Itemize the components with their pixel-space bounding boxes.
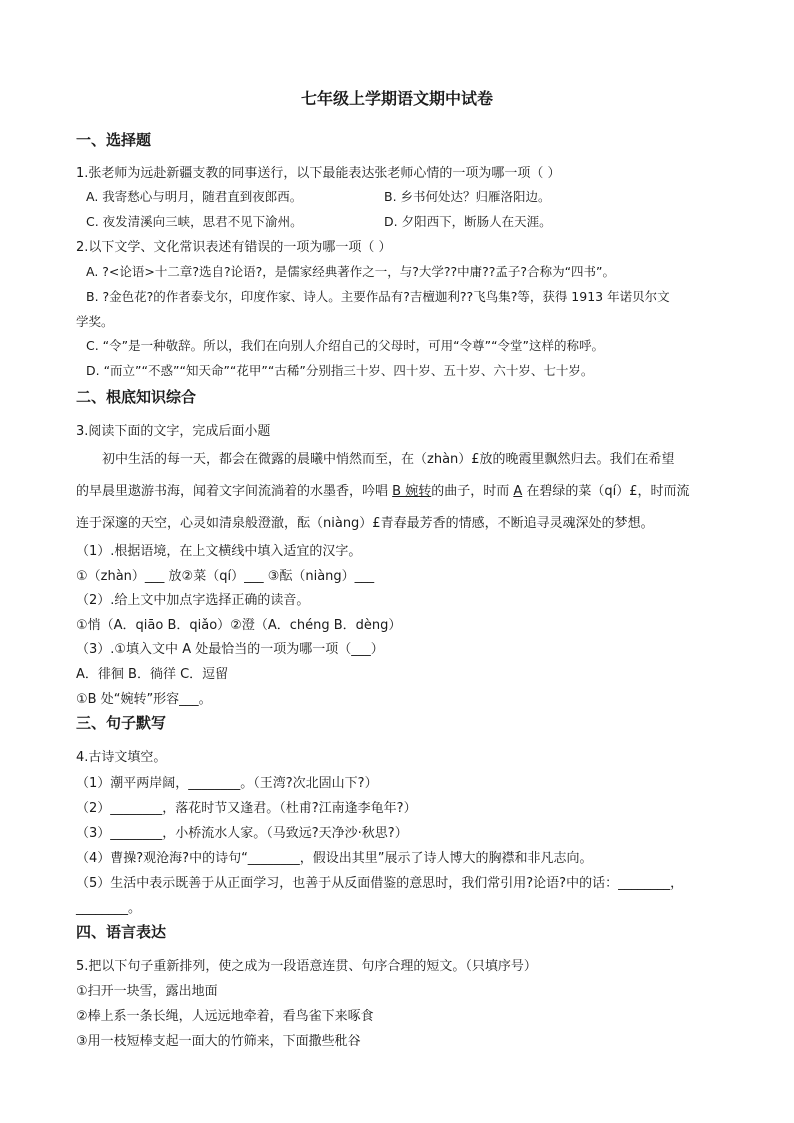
question-2-option-a: A. ?<论语>十二章?选自?论语?，是儒家经典著作之一，与?大学??中庸??孟子?合称为“四书”。 — [86, 264, 616, 279]
subquestion-2-options: ①悄（A．qiāo B．qiǎo）②澄（A．chéng B．dèng） — [76, 618, 402, 633]
passage-line-2-part-c: 的曲子，时而 — [431, 484, 514, 499]
section-heading-1: 一、选择题 — [76, 131, 152, 149]
section-heading-2: 二、根底知识综合 — [76, 388, 197, 406]
question-2-option-c: C. “令”是一种敬辞。所以，我们在向别人介绍自己的父母时，可用“令尊”“令堂”这样的称呼。 — [86, 338, 605, 353]
question-3-stem: 3.阅读下面的文字，完成后面小题 — [76, 424, 271, 439]
passage-line-2 — [76, 480, 724, 499]
passage-blank-a: A — [513, 484, 523, 499]
passage-line-2-part-a: 的早晨里遨游书海，闻着文字间流淌着的水墨香，吟唱 — [76, 484, 393, 499]
question-2-option-b: B. ?金色花?的作者泰戈尔，印度作家、诗人。主要作品有?吉檀迦利??飞鸟集?等，获得 1913 年诺贝尔文 — [86, 289, 670, 304]
question-4-line-3: （3）________，小桥流水人家。（马致远?天净沙·秋思?） — [76, 826, 408, 841]
subquestion-2: （2）.给上文中加点字选择正确的读音。 — [76, 593, 310, 608]
subquestion-3-b: ①B 处“婉转”形容___。 — [76, 692, 212, 707]
subquestion-3: （3）.①填入文中 A 处最恰当的一项为哪一项（___） — [76, 642, 384, 657]
question-4-line-1: （1）潮平两岸阔，________。（王湾?次北固山下?） — [76, 776, 378, 791]
passage-line-1: 初中生活的每一天，都会在微露的晨曦中悄然而至，在（zhàn）£放的晚霞里飘然归去。我们在希望 — [102, 452, 675, 467]
question-2-option-b-cont: 学奖。 — [76, 314, 114, 329]
question-1-stem: 1.张老师为远赴新疆支教的同事送行，以下最能表达张老师心情的一项为哪一项（ ） — [76, 166, 561, 181]
question-4-line-2: （2）________，落花时节又逢君。（杜甫?江南逢李龟年?） — [76, 801, 417, 816]
question-1-option-c: C. 夜发清溪向三峡，思君不见下渝州。 — [86, 214, 303, 229]
question-5-stem: 5.把以下句子重新排列，使之成为一段语意连贯、句序合理的短文。（只填序号） — [76, 959, 537, 974]
question-2-stem: 2.以下文学、文化常识表述有错误的一项为哪一项（ ） — [76, 240, 392, 255]
question-5-item-2: ②棒上系一条长绳，人远远地牵着，看鸟雀下来啄食 — [76, 1009, 374, 1024]
subquestion-1: （1）.根据语境，在上文横线中填入适宜的汉字。 — [76, 544, 362, 559]
passage-line-2-part-e: 在碧绿的菜（qí）£，时而流 — [522, 484, 690, 499]
question-5-item-3: ③用一枝短棒支起一面大的竹筛来，下面撒些秕谷 — [76, 1034, 361, 1049]
question-1-option-d: D. 夕阳西下，断肠人在天涯。 — [384, 214, 552, 229]
question-4-line-6: ________。 — [76, 901, 142, 916]
question-1-option-a: A. 我寄愁心与明月，随君直到夜郎西。 — [86, 189, 303, 204]
question-5-item-1: ①扫开一块雪，露出地面 — [76, 984, 218, 999]
question-4-line-5: （5）生活中表示既善于从正面学习，也善于从反面借鉴的意思时，我们常引用?论语?中的话：________， — [76, 876, 684, 891]
page-title: 七年级上学期语文期中试卷 — [300, 89, 493, 108]
section-heading-3: 三、句子默写 — [76, 714, 167, 732]
subquestion-3-options: A．徘徊 B．徜徉 C．逗留 — [76, 667, 229, 682]
question-2-option-d: D. “而立”“不惑”“知天命”“花甲”“古稀”分别指三十岁、四十岁、五十岁、六十岁、七十岁。 — [86, 363, 594, 378]
question-4-line-4: （4）曹操?观沧海?中的诗句“________，假设出其里”展示了诗人博大的胸襟和非凡志向。 — [76, 851, 593, 866]
section-heading-4: 四、语言表达 — [76, 923, 167, 941]
question-1-option-b: B. 乡书何处达？归雁洛阳边。 — [384, 189, 551, 204]
passage-underline-b: B 婉转 — [392, 484, 432, 499]
question-4-stem: 4.古诗文填空。 — [76, 750, 167, 765]
passage-line-3: 连于深邃的天空，心灵如清泉般澄澈，酝（niàng）£青春最芳香的情感，不断追寻灵魂深处的梦想。 — [76, 516, 654, 531]
subquestion-1-blanks: ①（zhàn）___ 放②菜（qí）___ ③酝（niàng）___ — [76, 569, 375, 584]
